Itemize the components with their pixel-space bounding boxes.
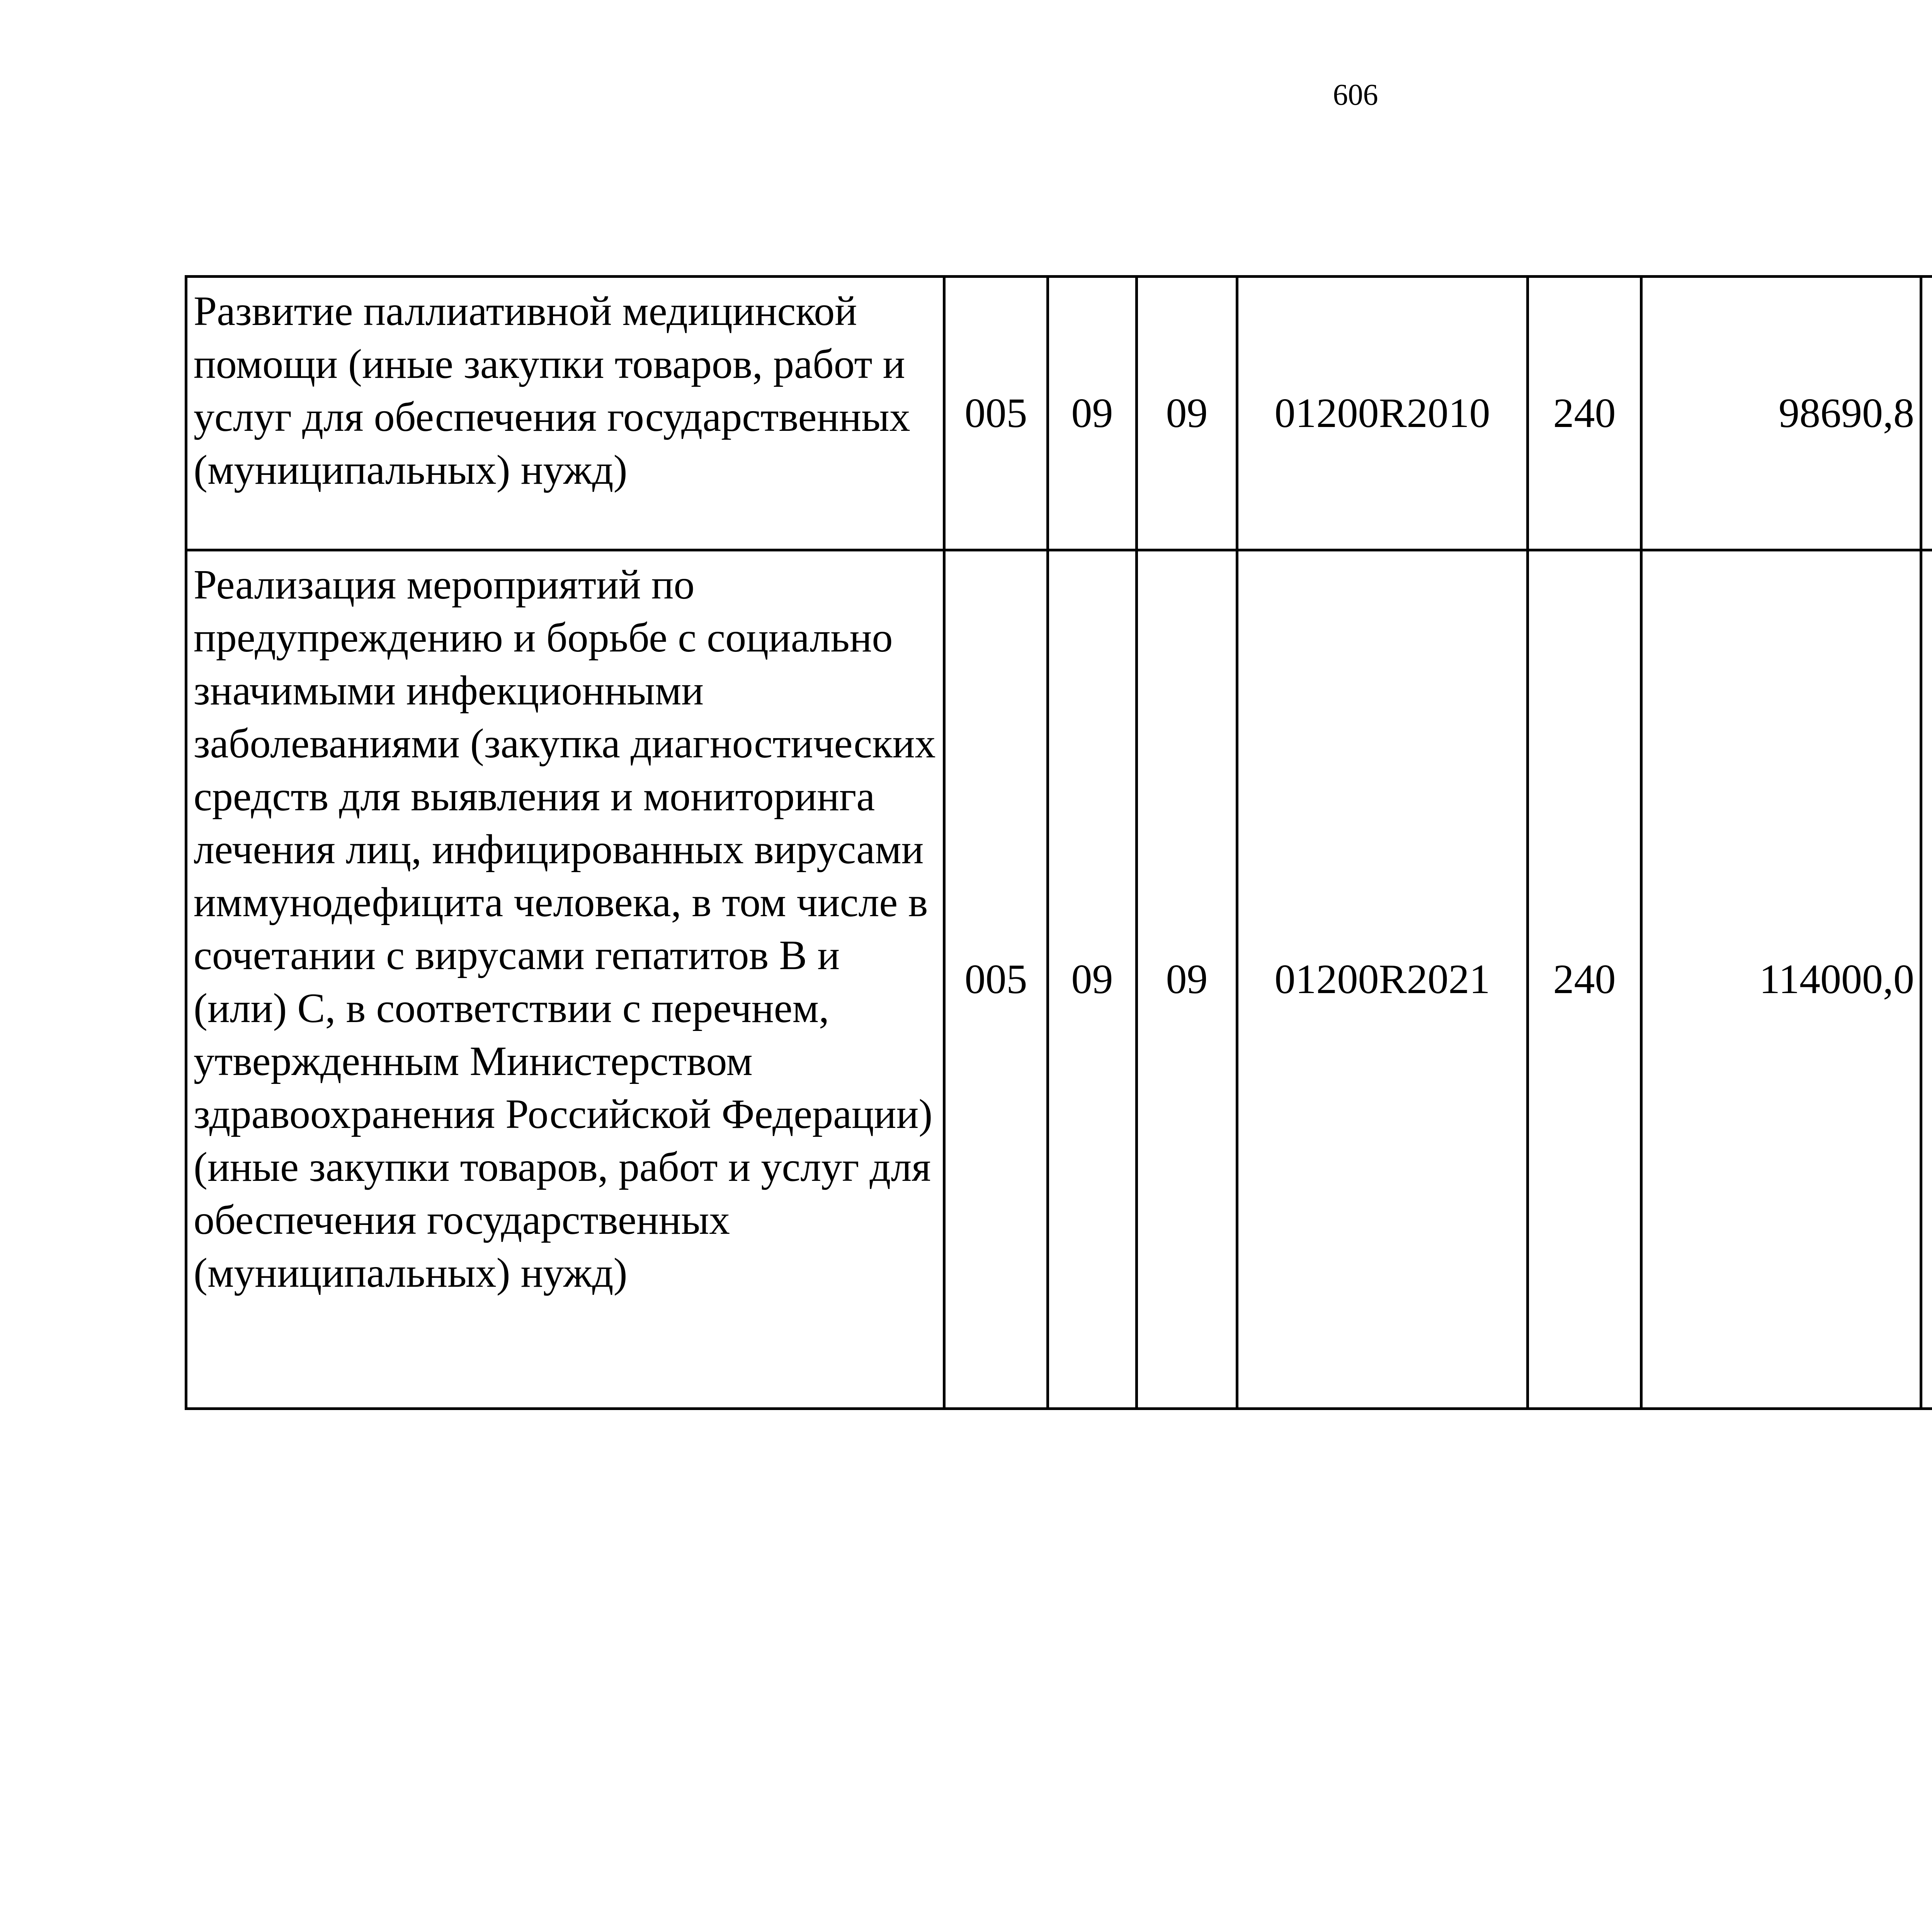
expense-type-code: 240 [1528, 277, 1641, 550]
expense-type-code: 240 [1528, 550, 1641, 1409]
section-code: 09 [1048, 550, 1137, 1409]
row-description: Реализация мероприятий по предупреждению и борьбе с социально значимыми инфекционными заболеваниями (закупка диагностических средств для выявления и мониторинга лечения лиц, инфицированных вирусами иммунодефицита человека, в том числе в сочетании с вирусами гепатитов B и (или) C, в соответствии с перечнем, утвержденным Министерством здравоохранения Российской Федерации) (иные закупки товаров, работ и услуг для обеспечения государственных (муниципальных) нужд) [186, 550, 944, 1409]
amount-year-1: 114000,0 [1641, 550, 1921, 1409]
ministry-code: 005 [944, 277, 1048, 550]
amount-year-2 [1921, 550, 1932, 1409]
amount-year-2 [1921, 277, 1932, 550]
section-code: 09 [1048, 277, 1137, 550]
target-article-code: 01200R2010 [1237, 277, 1528, 550]
target-article-code: 01200R2021 [1237, 550, 1528, 1409]
table-row [186, 277, 1932, 550]
row-description: Развитие паллиативной медицинской помощи (иные закупки товаров, работ и услуг для обеспечения государственных (муниципальных) нужд) [186, 277, 944, 550]
ministry-code: 005 [944, 550, 1048, 1409]
budget-table [185, 275, 1932, 1410]
subsection-code: 09 [1137, 550, 1237, 1409]
subsection-code: 09 [1137, 277, 1237, 550]
page-number: 606 [1333, 78, 1378, 111]
table-row [186, 550, 1932, 1409]
amount-year-1: 98690,8 [1641, 277, 1921, 550]
